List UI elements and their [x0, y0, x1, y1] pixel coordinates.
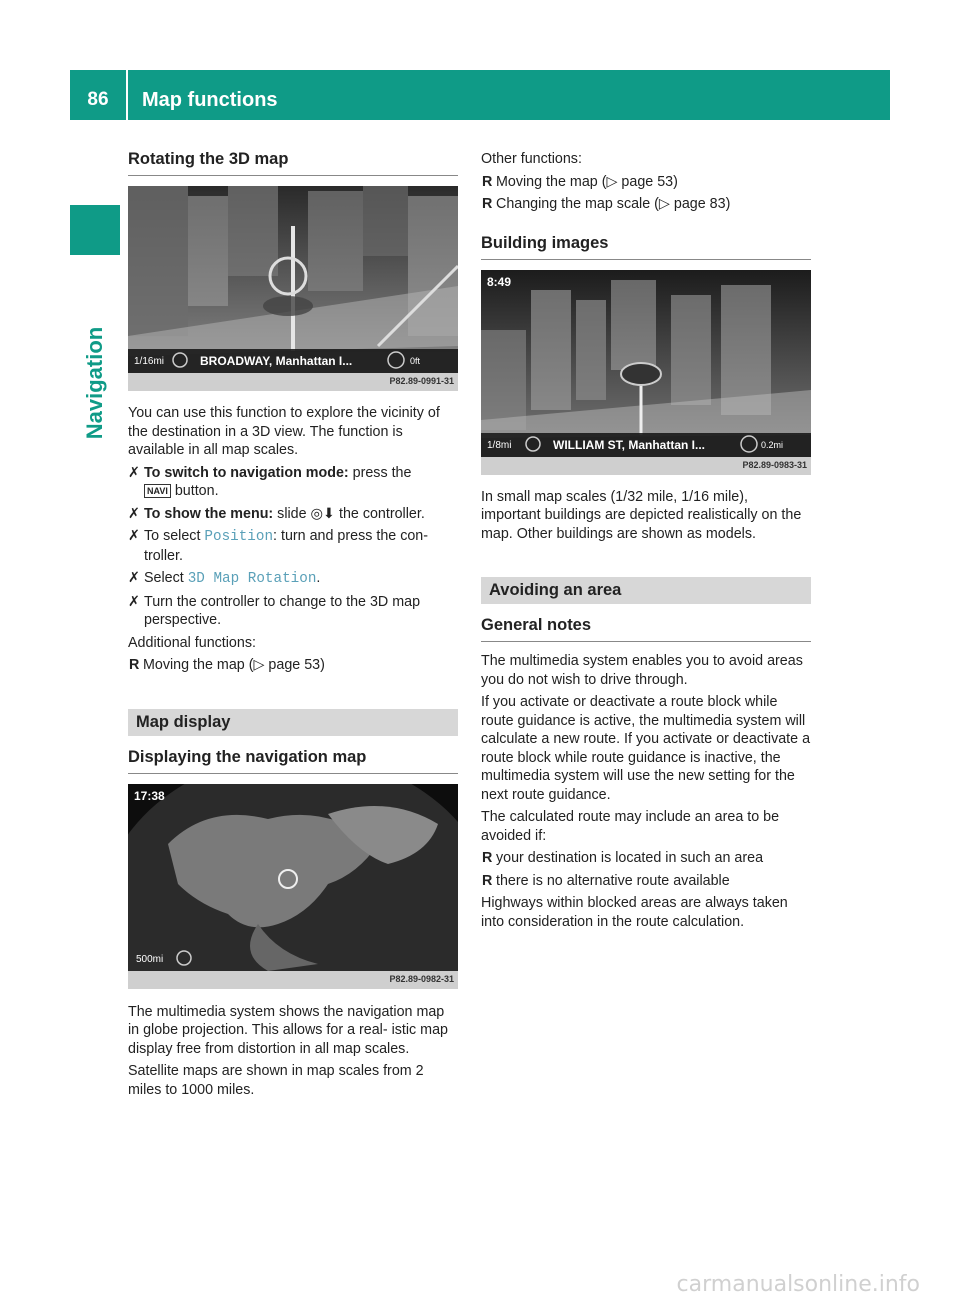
avoid-paragraph-3: The calculated route may include an area to be avoided if: — [481, 809, 780, 844]
satellite-paragraph: Satellite maps are shown in map scales from 2 miles to 1000 miles. — [128, 1063, 424, 1098]
building-paragraph: In small map scales (1/32 mile, 1/16 mile), important buildings are depicted realistically on the map. Other buildings are shown as models. — [481, 488, 802, 542]
bullet-icon: R — [482, 173, 493, 190]
watermark: carmanualsonline.info — [676, 1272, 920, 1297]
figure-globe-map — [128, 784, 458, 989]
side-tab-block — [70, 205, 120, 255]
map-scale-label: 1/8mi — [487, 439, 512, 451]
screen-3d-map — [128, 186, 458, 373]
figure-ref: P82.89-0991-31 — [389, 376, 454, 386]
header-divider — [126, 70, 128, 120]
section-band-avoiding-area: Avoiding an area — [481, 577, 811, 604]
menu-item-3d-map-rotation: 3D Map Rotation — [187, 571, 317, 587]
other-functions-label: Other functions: — [481, 151, 582, 167]
step-marker-icon: ✗ — [128, 528, 140, 544]
heading-general-notes: General notes — [481, 616, 811, 642]
menu-item-position: Position — [204, 529, 274, 545]
list-item: R your destination is located in such an area — [482, 850, 764, 866]
figure-ref-strip — [128, 373, 458, 391]
clock-label: 8:49 — [487, 274, 512, 289]
bullet-icon: R — [129, 657, 140, 673]
figure-ref-strip — [481, 457, 811, 475]
figure-building-map — [481, 270, 811, 475]
step-show-menu: ✗ To show the menu: slide ◎⬇ the controller. — [128, 505, 425, 522]
map-scale-label: 500mi — [136, 953, 164, 965]
figure-ref-strip — [128, 971, 458, 989]
bullet-icon: R — [482, 196, 493, 212]
left-column — [128, 150, 458, 1099]
distance-label: 0.2mi — [761, 439, 784, 450]
right-column — [481, 150, 811, 931]
avoid-paragraph-1: The multimedia system enables you to avoid areas you do not wish to drive through. — [481, 653, 803, 688]
step-turn-controller: ✗ Turn the controller to change to the 3D map perspective. — [128, 593, 421, 628]
heading-rotating-3d-map: Rotating the 3D map — [128, 150, 458, 176]
step-marker-icon: ✗ — [128, 464, 140, 481]
street-label: WILLIAM ST, Manhattan I... — [553, 437, 705, 452]
figure-ref: P82.89-0983-31 — [742, 459, 807, 470]
clock-label: 17:38 — [134, 788, 165, 803]
bullet-icon: R — [482, 872, 493, 889]
avoid-paragraph-2: If you activate or deactivate a route block while route guidance is active, the multimedia system will calculate a new route. If you activate or deactivate a route block while route guidance is inactive, the multimedia system will use the new setting for the next route guidance. — [481, 694, 811, 803]
side-tab — [70, 265, 120, 500]
step-marker-icon: ✗ — [128, 593, 140, 610]
step-switch-nav: ✗ To switch to navigation mode: press the NAVI button. — [128, 464, 412, 499]
step-marker-icon: ✗ — [128, 505, 140, 522]
side-tab-label: Navigation — [82, 326, 107, 440]
heading-displaying-nav-map: Displaying the navigation map — [128, 748, 458, 774]
additional-functions-label: Additional functions: — [128, 634, 256, 651]
globe-paragraph: The multimedia system shows the navigation map in globe projection. This allows for a real- istic map display free from distortion in all map scales. — [128, 1003, 448, 1057]
figure-ref: P82.89-0982-31 — [389, 973, 454, 984]
distance-label: 0ft — [410, 356, 421, 366]
list-item: R Moving the map (▷ page 53) — [482, 173, 678, 190]
page-number: 86 — [87, 89, 109, 110]
list-item: R Changing the map scale (▷ page 83) — [482, 196, 731, 212]
navi-key-icon: NAVI — [144, 484, 171, 498]
intro-paragraph: You can use this function to explore the vicinity of the destination in a 3D view. The function is available in all map scales. — [128, 405, 440, 458]
page-title: Map functions — [142, 89, 278, 111]
heading-building-images: Building images — [481, 234, 811, 260]
screen-globe-map — [128, 784, 458, 971]
list-item: R there is no alternative route available — [482, 872, 730, 889]
map-scale-label: 1/16mi — [134, 356, 165, 367]
step-marker-icon: ✗ — [128, 570, 140, 586]
section-band-map-display: Map display — [128, 709, 458, 736]
bullet-icon: R — [482, 850, 493, 866]
avoid-paragraph-4: Highways within blocked areas are always taken into consideration in the route calculation. — [481, 895, 788, 930]
step-select-3d-rotation: ✗ Select 3D Map Rotation. — [128, 570, 321, 587]
step-select-position: ✗ To select Position: turn and press the con- troller. — [128, 528, 429, 564]
list-item: R Moving the map (▷ page 53) — [129, 657, 325, 673]
street-label: BROADWAY, Manhattan I... — [200, 354, 353, 368]
figure-3d-map — [128, 186, 458, 391]
screen-building-map — [481, 270, 811, 457]
